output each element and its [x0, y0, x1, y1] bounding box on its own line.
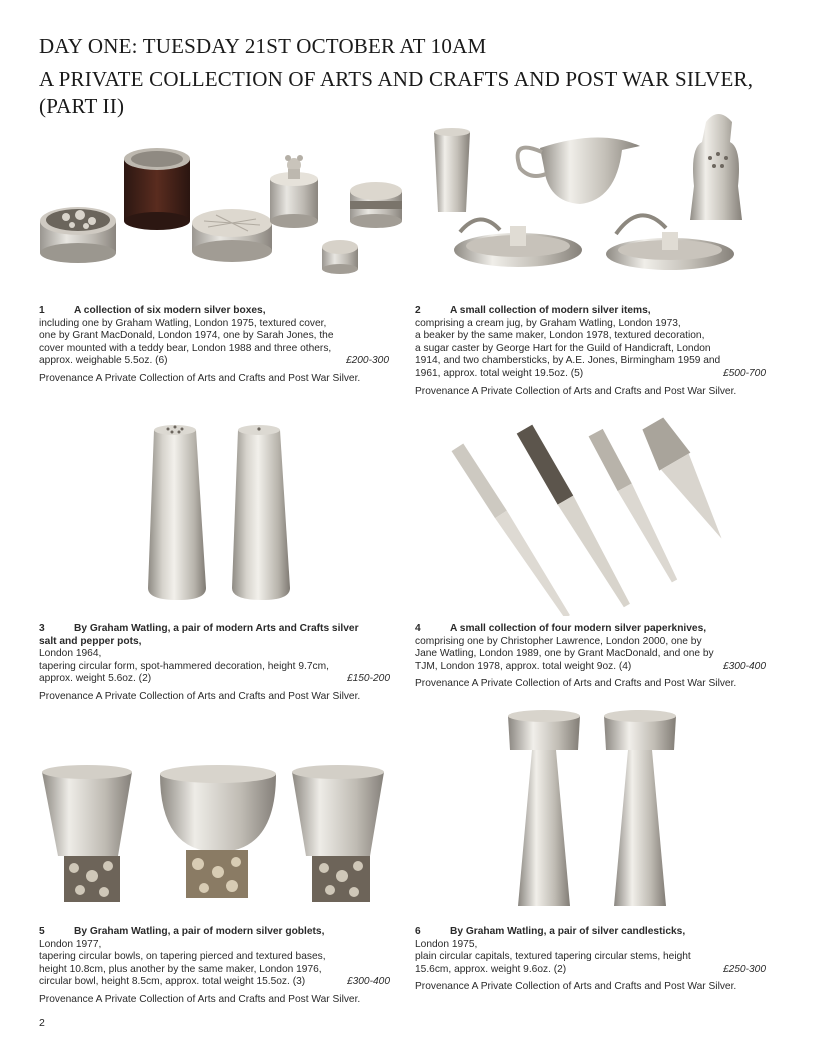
lot-3-title-cont: salt and pepper pots, — [39, 635, 142, 647]
lot-5-desc-line: height 10.8cm, plus another by the same maker, London 1976, — [39, 963, 322, 975]
lot-4-number: 4 — [415, 623, 421, 634]
lot-5-desc-line: tapering circular bowls, on tapering pierced and textured bases, — [39, 951, 326, 963]
lot-6-desc-line: London 1975, — [415, 938, 478, 950]
lot-6-photo — [500, 706, 688, 918]
lot-4-estimate: £300-400 — [722, 660, 766, 672]
lot-1-desc-line: approx. weighable 5.5oz. (6) — [39, 355, 168, 367]
lot-2-photo — [420, 108, 790, 296]
lot-5-desc-line: circular bowl, height 8.5cm, approx. total weight 15.5oz. (3) — [39, 976, 306, 988]
lot-2-number: 2 — [415, 305, 421, 316]
lot-1-desc-line: one by Grant MacDonald, London 1974, one by Sarah Jones, the — [39, 330, 334, 342]
lot-3-entry — [39, 623, 390, 704]
lot-5-number: 5 — [39, 926, 45, 937]
lot-4-desc-line: Jane Watling, London 1989, one by Grant MacDonald, and one by — [415, 648, 714, 660]
lot-2-estimate: £500-700 — [722, 367, 766, 379]
lot-1-desc-line: cover mounted with a teddy bear, London 1988 and three others, — [39, 342, 332, 354]
lot-4-entry — [415, 623, 766, 691]
lot-5-desc-line: London 1977, — [39, 938, 102, 950]
lot-1-desc-line: including one by Graham Watling, London 1975, textured cover, — [39, 317, 327, 329]
lot-4-desc-line: comprising one by Christopher Lawrence, London 2000, one by — [415, 635, 702, 647]
page-heading-day: DAY ONE: TUESDAY 21ST OCTOBER AT 10AM — [39, 34, 487, 58]
lot-2-title: A small collection of modern silver items, — [450, 305, 651, 316]
lot-2-desc-line: a sugar caster by George Hart for the Guild of Handicraft, London — [415, 342, 711, 354]
lot-6-desc-line: plain circular capitals, textured tapering circular stems, height — [415, 951, 691, 963]
lot-5-provenance: Provenance A Private Collection of Arts and Crafts and Post War Silver. — [39, 993, 361, 1005]
lot-1-provenance: Provenance A Private Collection of Arts and Crafts and Post War Silver. — [39, 372, 361, 384]
lot-4-title: A small collection of four modern silver paperknives, — [450, 623, 707, 634]
lot-3-desc-line: tapering circular form, spot-hammered decoration, height 9.7cm, — [39, 660, 329, 672]
lot-4-photo — [440, 404, 740, 616]
lot-3-desc-line: London 1964, — [39, 648, 102, 660]
lot-2-desc-line: comprising a cream jug, by Graham Watling, London 1973, — [415, 317, 681, 329]
page-heading-part: (PART II) — [39, 94, 125, 118]
lot-3-number: 3 — [39, 623, 45, 634]
lot-4-provenance: Provenance A Private Collection of Arts and Crafts and Post War Silver. — [415, 678, 737, 690]
page-heading-collection: A PRIVATE COLLECTION OF ARTS AND CRAFTS AND POST WAR SILVER, — [39, 67, 754, 91]
lot-2-desc-line: 1961, approx. total weight 19.5oz. (5) — [415, 367, 584, 379]
lot-5-photo — [36, 752, 392, 920]
lot-6-estimate: £250-300 — [722, 963, 766, 975]
lot-2-desc-line: a beaker by the same maker, London 1978, textured decoration, — [415, 330, 705, 342]
lot-3-photo — [138, 412, 308, 612]
lot-6-entry — [415, 926, 766, 994]
lot-1-entry — [39, 305, 389, 386]
lot-5-entry — [39, 926, 390, 1007]
lot-5-title: By Graham Watling, a pair of modern silver goblets, — [74, 926, 325, 937]
lot-3-desc-line: approx. weight 5.6oz. (2) — [39, 673, 152, 685]
lot-6-provenance: Provenance A Private Collection of Arts and Crafts and Post War Silver. — [415, 981, 737, 993]
lot-4-desc-line: TJM, London 1978, approx. total weight 9oz. (4) — [415, 660, 632, 672]
lot-6-title: By Graham Watling, a pair of silver candlesticks, — [450, 926, 686, 937]
lot-6-desc-line: 15.6cm, approx. weight 9.6oz. (2) — [415, 963, 567, 975]
lot-3-provenance: Provenance A Private Collection of Arts and Crafts and Post War Silver. — [39, 690, 361, 702]
lot-1-title: A collection of six modern silver boxes, — [74, 305, 266, 316]
page-number: 2 — [39, 1017, 45, 1029]
lot-2-provenance: Provenance A Private Collection of Arts and Crafts and Post War Silver. — [415, 385, 737, 397]
lot-1-number: 1 — [39, 305, 45, 316]
lot-3-estimate: £150-200 — [346, 673, 390, 685]
lot-2-desc-line: 1914, and two chambersticks, by A.E. Jones, Birmingham 1959 and — [415, 355, 721, 367]
lot-1-estimate: £200-300 — [345, 355, 389, 367]
lot-1-photo — [36, 135, 408, 295]
lot-3-title: By Graham Watling, a pair of modern Arts and Crafts silver — [74, 623, 359, 634]
lot-6-number: 6 — [415, 926, 421, 937]
lot-2-entry — [415, 305, 766, 398]
lot-5-estimate: £300-400 — [346, 976, 390, 988]
